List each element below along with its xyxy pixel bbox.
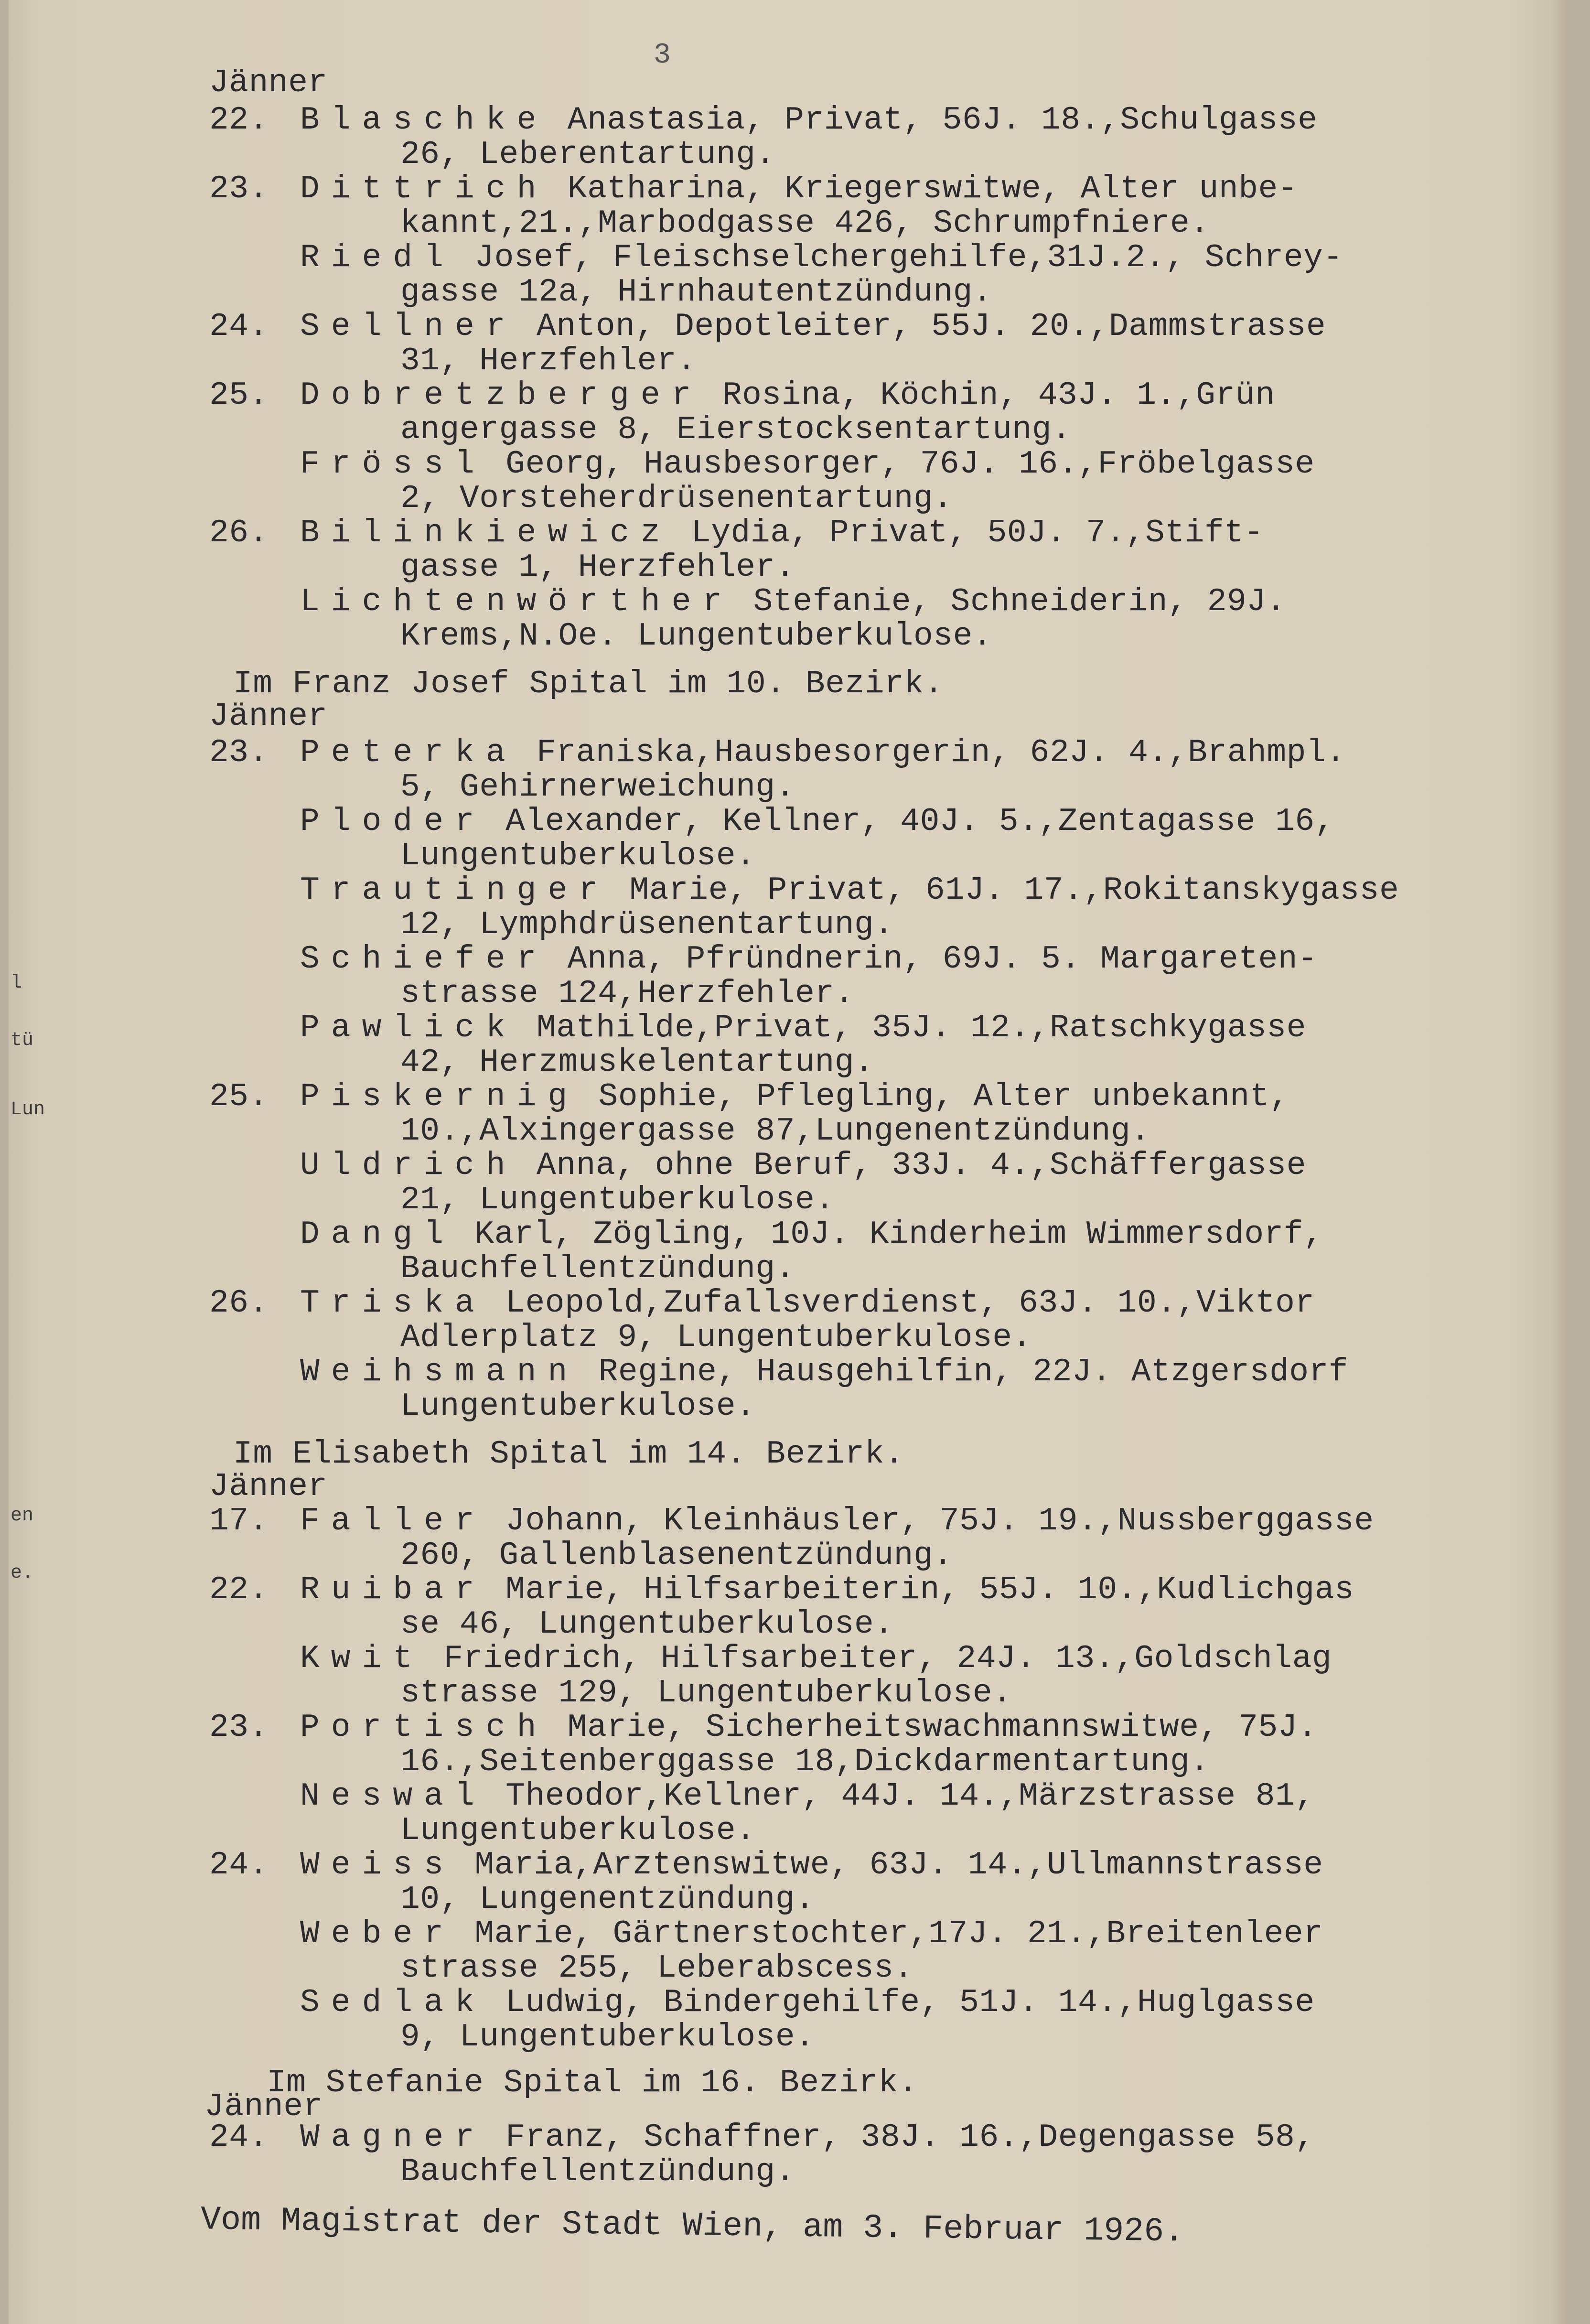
entry-text: Franiska,Hausbesorgerin, 62J. 4.,Brahmpl.: [536, 734, 1346, 771]
entry-day: 24.: [209, 2119, 269, 2156]
entry-day: 22.: [209, 102, 269, 139]
entry-line1: [209, 1640, 1332, 1677]
margin-fragment: en: [11, 1505, 34, 1527]
entry-line1: [209, 173, 1298, 205]
entry-line1: [209, 239, 1343, 276]
entry-line1: [209, 1571, 1354, 1608]
entry-surname: Schiefer: [300, 941, 548, 978]
entry-day: 23.: [209, 171, 269, 207]
entry-line2: Bauchfellentzündung.: [400, 2153, 795, 2190]
entry-text: Anton, Depotleiter, 55J. 20.,Dammstrasse: [536, 308, 1326, 345]
entry-line1: [209, 1780, 1315, 1813]
entry-line1: [209, 308, 1326, 345]
section-heading: Im Franz Josef Spital im 10. Bezirk.: [233, 666, 944, 702]
entry-surname: Ruibar: [300, 1571, 486, 1608]
entry-text: Anna, Pfründnerin, 69J. 5. Margareten-: [567, 941, 1318, 978]
entry-surname: Uldrich: [300, 1147, 517, 1184]
entry-line2: kannt,21.,Marbodgasse 426, Schrumpfniere.: [400, 205, 1210, 242]
entry-line2: Lungentuberkulose.: [400, 1388, 756, 1425]
entry-surname: Wagner: [300, 2119, 486, 2156]
closing-line: Vom Magistrat der Stadt Wien, am 3. Februar 1926.: [200, 2201, 1184, 2251]
entry-line1: [209, 943, 1317, 976]
entry-day: 26.: [209, 1285, 269, 1322]
margin-fragment: e.: [11, 1562, 34, 1584]
entry-day: 23.: [209, 1709, 269, 1746]
month-heading: Jänner: [204, 2088, 323, 2125]
entry-line1: [209, 1356, 1348, 1388]
entry-text: Stefanie, Schneiderin, 29J.: [753, 583, 1286, 620]
margin-fragment: tü: [11, 1030, 34, 1051]
entry-surname: Riedl: [300, 239, 455, 276]
entry-text: Karl, Zögling, 10J. Kinderheim Wimmersdorf,: [474, 1216, 1323, 1253]
margin-fragment: Lun: [11, 1099, 45, 1120]
month-heading: Jänner: [209, 65, 328, 101]
entry-text: Anastasia, Privat, 56J. 18.,Schulgasse: [567, 102, 1318, 139]
entry-line1: [209, 734, 1346, 771]
entry-text: Anna, ohne Beruf, 33J. 4.,Schäffergasse: [536, 1147, 1306, 1184]
entry-text: Marie, Sicherheitswachmannswitwe, 75J.: [567, 1709, 1318, 1746]
entry-surname: Bilinkiewicz: [300, 515, 672, 551]
margin-fragment: l: [11, 972, 22, 994]
entry-text: Marie, Gärtnerstochter,17J. 21.,Breitenleer: [474, 1915, 1323, 1952]
entry-line2: 26, Leberentartung.: [400, 136, 775, 173]
entry-line2: 10.,Alxingergasse 87,Lungenentzündung.: [400, 1113, 1150, 1150]
entry-surname: Kwit: [300, 1640, 424, 1677]
entry-line1: [209, 1147, 1306, 1184]
entry-line2: Adlerplatz 9, Lungentuberkulose.: [400, 1319, 1032, 1356]
entry-text: Alexander, Kellner, 40J. 5.,Zentagasse 16,: [505, 803, 1335, 840]
entry-surname: Weiss: [300, 1847, 455, 1883]
entry-text: Mathilde,Privat, 35J. 12.,Ratschkygasse: [536, 1010, 1306, 1046]
month-heading: Jänner: [209, 698, 328, 735]
entry-line2: Krems,N.Oe. Lungentuberkulose.: [400, 618, 993, 655]
entry-day: 17.: [209, 1503, 269, 1539]
entry-line1: [209, 1984, 1315, 2021]
entry-text: Maria,Arztenswitwe, 63J. 14.,Ullmannstrasse: [474, 1847, 1323, 1883]
entry-text: Ludwig, Bindergehilfe, 51J. 14.,Huglgasse: [505, 1984, 1315, 2021]
entry-line1: [209, 379, 1275, 412]
entry-line2: 2, Vorsteherdrüsenentartung.: [400, 480, 953, 517]
entry-text: Josef, Fleischselchergehilfe,31J.2., Schrey-: [474, 239, 1343, 276]
entry-line2: 9, Lungentuberkulose.: [400, 2019, 815, 2055]
entry-line2: angergasse 8, Eierstocksentartung.: [400, 411, 1072, 448]
entry-surname: Faller: [300, 1503, 486, 1539]
entry-surname: Sedlak: [300, 1984, 486, 2021]
entry-day: 24.: [209, 1847, 269, 1883]
entry-surname: Pawlick: [300, 1010, 517, 1046]
entry-line2: 16.,Seitenberggasse 18,Dickdarmentartung.: [400, 1743, 1210, 1780]
entry-line2: 10, Lungenentzündung.: [400, 1881, 815, 1918]
entry-text: Friedrich, Hilfsarbeiter, 24J. 13.,Goldschlag: [443, 1640, 1332, 1677]
entry-surname: Weihsmann: [300, 1354, 579, 1390]
entry-text: Johann, Kleinhäusler, 75J. 19.,Nussberggasse: [505, 1503, 1374, 1539]
entry-surname: Piskernig: [300, 1078, 579, 1115]
entry-line1: [209, 583, 1286, 620]
entry-line2: strasse 129, Lungentuberkulose.: [400, 1675, 1012, 1711]
entry-line2: se 46, Lungentuberkulose.: [400, 1606, 894, 1643]
section-heading: Im Stefanie Spital im 16. Bezirk.: [267, 2065, 918, 2101]
entry-text: Franz, Schaffner, 38J. 16.,Degengasse 58,: [505, 2119, 1315, 2156]
entry-line2: strasse 255, Leberabscess.: [400, 1950, 913, 1987]
entry-line1: [209, 1711, 1317, 1744]
entry-surname: Ploder: [300, 803, 486, 840]
entry-line2: 42, Herzmuskelentartung.: [400, 1044, 874, 1081]
entry-line2: 21, Lungentuberkulose.: [400, 1182, 835, 1218]
entry-line2: Bauchfellentzündung.: [400, 1250, 795, 1287]
document-page: [9, 0, 1568, 2324]
entry-line1: [209, 1012, 1306, 1044]
entry-text: Theodor,Kellner, 44J. 14.,Märzstrasse 81,: [505, 1778, 1315, 1815]
entry-text: Katharina, Kriegerswitwe, Alter unbe-: [567, 171, 1298, 207]
entry-line2: 5, Gehirnerweichung.: [400, 769, 795, 806]
entry-surname: Dobretzberger: [300, 377, 703, 414]
entry-surname: Sellner: [300, 308, 517, 345]
entry-line2: gasse 1, Herzfehler.: [400, 549, 795, 586]
entry-surname: Dangl: [300, 1216, 455, 1253]
entry-text: Regine, Hausgehilfin, 22J. Atzgersdorf: [598, 1354, 1349, 1390]
entry-line1: [209, 1078, 1289, 1115]
entry-surname: Lichtenwörther: [300, 583, 734, 620]
entry-line2: strasse 124,Herzfehler.: [400, 975, 855, 1012]
entry-day: 24.: [209, 308, 269, 345]
entry-surname: Triska: [300, 1285, 486, 1322]
entry-surname: Neswal: [300, 1778, 486, 1815]
entry-day: 22.: [209, 1571, 269, 1608]
entry-surname: Trautinger: [300, 872, 610, 909]
entry-line1: [209, 1287, 1315, 1320]
typewritten-text: [9, 0, 1568, 2324]
entry-line2: 260, Gallenblasenentzündung.: [400, 1537, 953, 1574]
entry-line2: 12, Lymphdrüsenentartung.: [400, 906, 894, 943]
entry-line2: 31, Herzfehler.: [400, 343, 697, 379]
entry-text: Sophie, Pflegling, Alter unbekannt,: [598, 1078, 1289, 1115]
entry-line2: gasse 12a, Hirnhautentzündung.: [400, 274, 993, 311]
entry-surname: Blaschke: [300, 102, 548, 139]
entry-day: 25.: [209, 1078, 269, 1115]
entry-text: Georg, Hausbesorger, 76J. 16.,Fröbelgasse: [505, 446, 1315, 483]
entry-text: Leopold,Zufallsverdienst, 63J. 10.,Viktor: [505, 1285, 1315, 1322]
entry-line1: [209, 517, 1264, 549]
entry-line1: [209, 803, 1335, 840]
entry-surname: Portisch: [300, 1709, 548, 1746]
entry-line1: [209, 874, 1399, 907]
entry-line2: Lungentuberkulose.: [400, 1812, 756, 1849]
section-heading: Im Elisabeth Spital im 14. Bezirk.: [233, 1436, 904, 1473]
entry-line1: [209, 1218, 1323, 1251]
entry-text: Marie, Hilfsarbeiterin, 55J. 10.,Kudlichgas: [505, 1571, 1354, 1608]
page-number: 3: [654, 39, 671, 72]
entry-surname: Dittrich: [300, 171, 548, 207]
entry-surname: Weber: [300, 1915, 455, 1952]
entry-line1: [209, 104, 1317, 137]
month-heading: Jänner: [209, 1468, 328, 1505]
entry-line1: [209, 1505, 1374, 1538]
entry-day: 23.: [209, 734, 269, 771]
entry-line1: [209, 1915, 1323, 1952]
entry-surname: Peterka: [300, 734, 517, 771]
entry-line1: [209, 1849, 1323, 1882]
entry-text: Marie, Privat, 61J. 17.,Rokitanskygasse: [629, 872, 1399, 909]
entry-day: 25.: [209, 377, 269, 414]
entry-text: Lydia, Privat, 50J. 7.,Stift-: [691, 515, 1264, 551]
entry-text: Rosina, Köchin, 43J. 1.,Grün: [722, 377, 1275, 414]
entry-line1: [209, 448, 1315, 481]
entry-line2: Lungentuberkulose.: [400, 838, 756, 874]
entry-surname: Frössl: [300, 446, 486, 483]
entry-day: 26.: [209, 515, 269, 551]
entry-line1: [209, 2121, 1315, 2154]
